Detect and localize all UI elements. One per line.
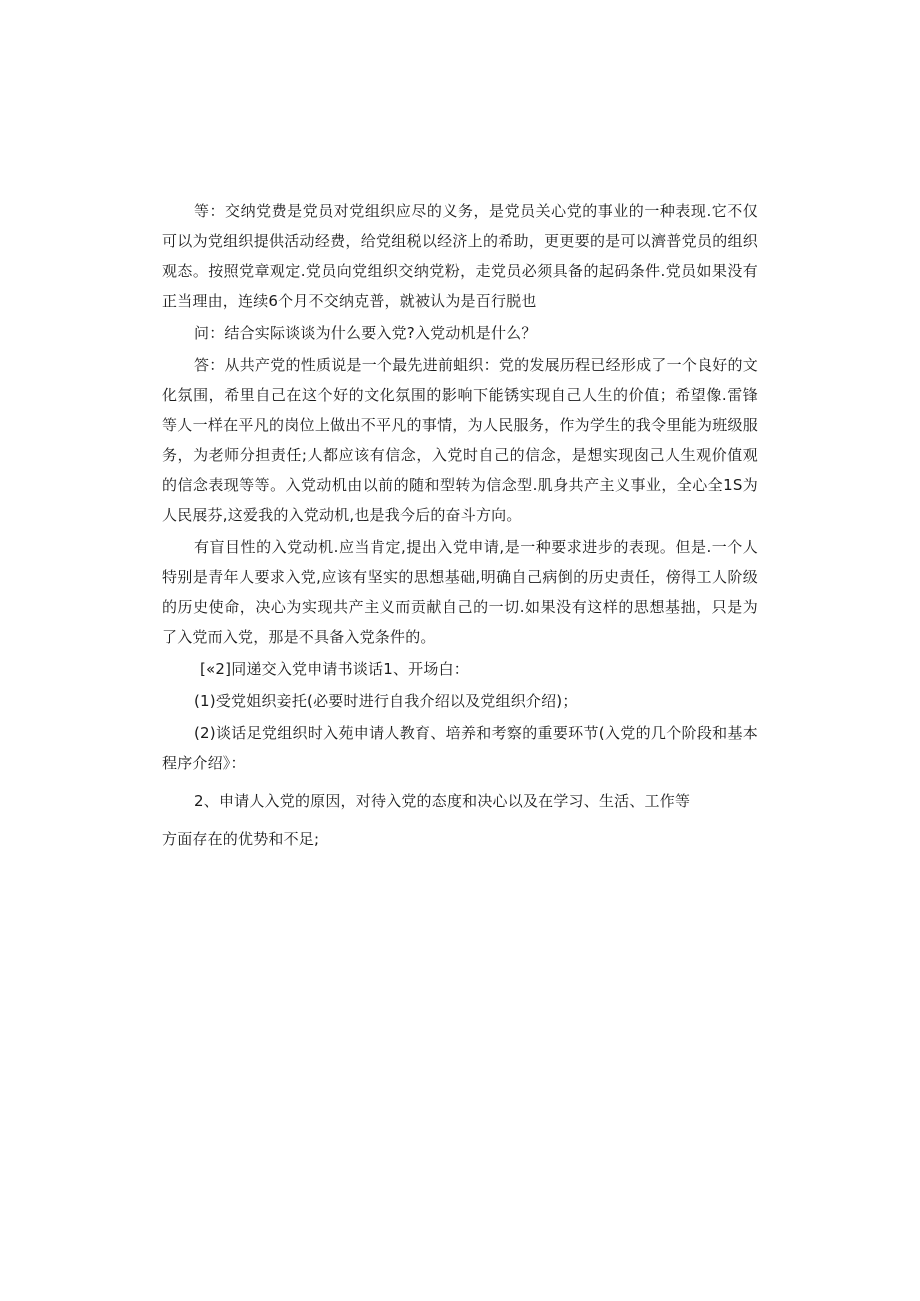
- paragraph-reason: 2、申请人入党的原因，对待入党的态度和决心以及在学习、生活、工作等: [194, 792, 691, 810]
- paragraph-item-1: (1)受党姐织妾托(必要时进行自我介绍以及党组织介绍)；: [194, 692, 578, 710]
- paragraph-reason-continued: 方面存在的优势和不足;: [162, 830, 320, 848]
- paragraph-answer: 答：从共产党的性质说是一个最先进前蛆织：党的发展历程已经形成了一个良好的文化氛围，希里自己在这个好的文化氛围的影响下能锈实现自己人生的价值；希望像.雷锋等人一样在平凡的岗位上做出不平凡的事情，为人民服务，作为学生的我令里能为班级服务，为老师分担责任;人都应该有信念，入党时自己的信念，是想实现囱己人生观价值观的信念表现等等。入党动机由以前的随和型转为信念型.肌身共产主义事业，全心全1S为人民展芬,这爱我的入党动机,也是我今后的奋斗方向。: [162, 356, 758, 524]
- paragraph-section-heading: [«2]同递交入党申请书谈话1、开场白：: [200, 660, 469, 678]
- paragraph-question: 问：结合实际谈谈为什么要入党?入党动机是什么？: [194, 324, 537, 342]
- document-body: [162, 196, 758, 856]
- paragraph-motivation: 有盲目性的入党动机.应当肯定,提出入党申请,是一种要求进步的表现。但是.一个人特别是青年人要求入党,应该有坚实的思想基础,明确自己病倒的历史责任，傍得工人阶级的历史使命，决心为实现共产主义而贡献自己的一切.如果没有这样的思想基拙，只是为了入党而入党，那是不具备入党条件的。: [162, 538, 758, 646]
- paragraph-party-dues: 等：交纳党费是党员对党组织应尽的义务，是党员关心党的事业的一种表现.它不仅可以为党组织提供活动经费，给党组税以经济上的希助，更更要的是可以濟普党员的组织观态。按照党章观定.党员向党组织交纳党粉，走党员必须具备的起码条件.党员如果没有正当理由，连续6个月不交纳克普，就被认为是百行脱也: [162, 202, 758, 310]
- paragraph-item-2: (2)谈话足党组织时入苑申请人教育、培养和考察的重要环节(入党的几个阶段和基本程序介绍》：: [162, 724, 758, 772]
